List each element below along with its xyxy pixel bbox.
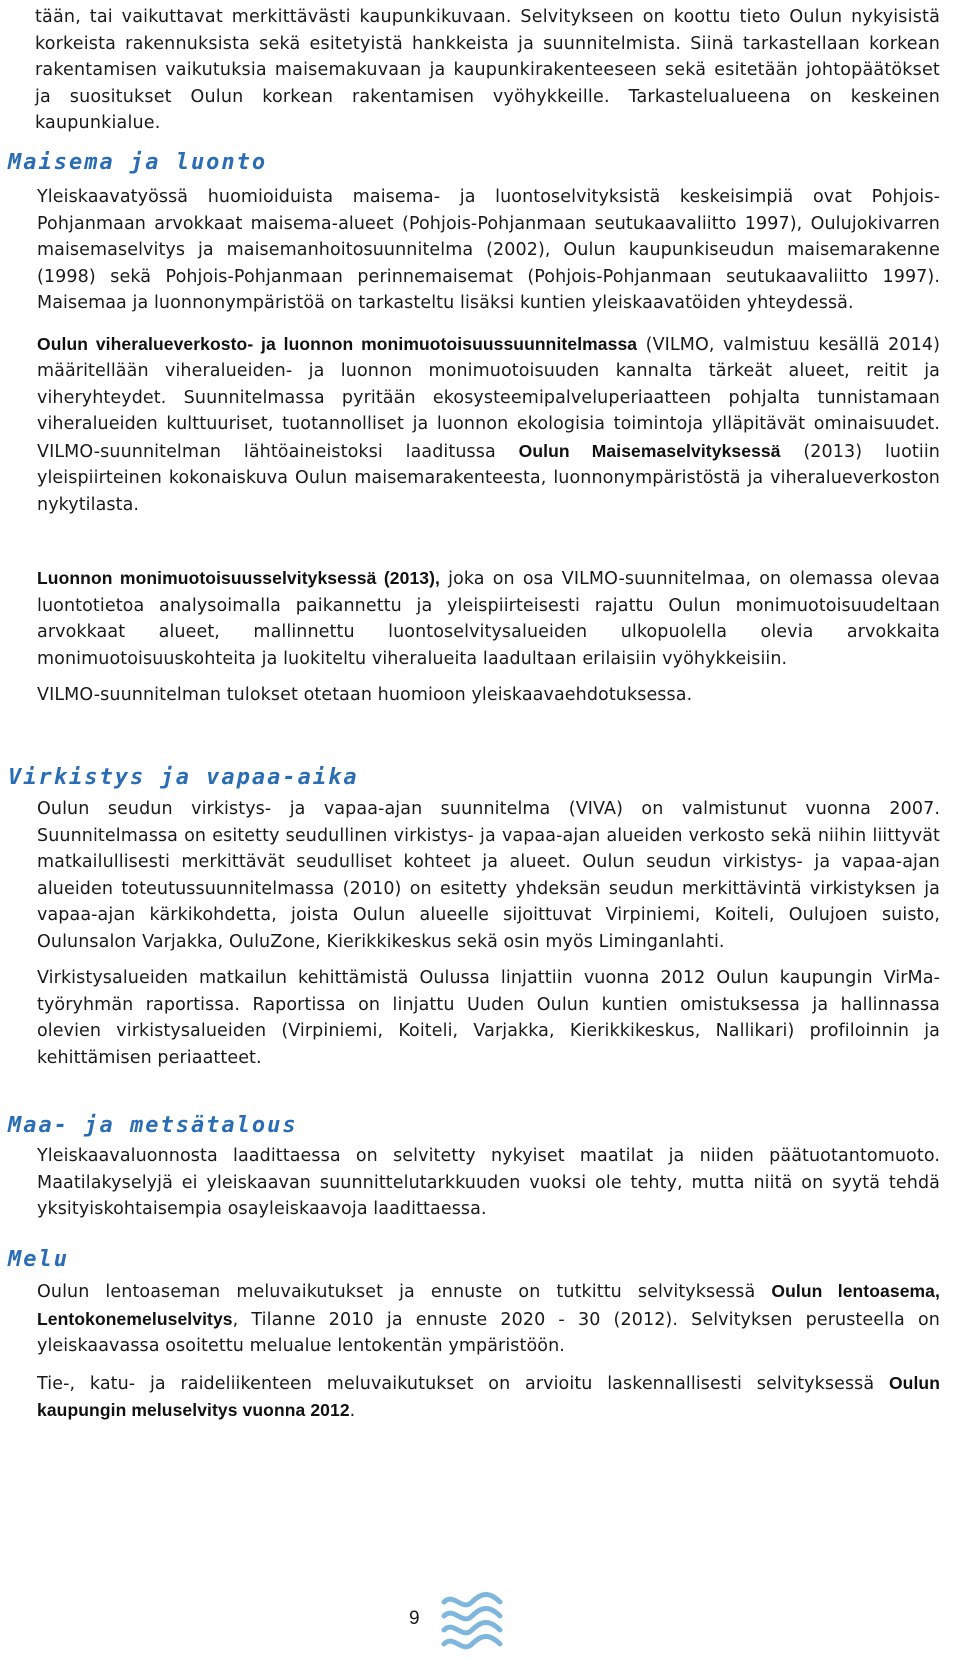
virkistys-p1: Oulun seudun virkistys- ja vapaa-ajan suunnitelma (VIVA) on valmistunut vuonna 2007. Suunnitelmassa on esitetty seudullinen virkistys- ja vapaa-ajan alueiden verkosto sekä niihin liittyvät matkailullisesti merkittävät seudulliset kohteet ja alueet. Oulun seudun virkistys- ja vapaa-ajan alueiden toteutussuunnitelmassa (2010) on esitetty yhdeksän seudun merkittävintä virkistyksen ja vapaa-ajan kärkikohdetta, joista Oulun alueelle sijoittuvat Virpiniemi, Koiteli, Oulujoen suisto, Oulunsalon Varjakka, OuluZone, Kierikkikeskus sekä osin myös Liminganlahti. xyxy=(37,799,940,952)
section-maa xyxy=(37,1143,940,1223)
lentoasema-link[interactable]: Oulun lentoasema, Lentokonemeluselvitys xyxy=(37,1281,940,1329)
heading-melu: Melu xyxy=(8,1247,69,1272)
maa-p1: Yleiskaavaluonnosta laadittaessa on selvitetty nykyiset maatilat ja niiden päätuotantomuoto. Maatilakyselyjä ei yleiskaavan suunnittelutarkkuuden vuoksi ole tehty, mutta niitä on syytä tehdä yksityiskohtaisempia osayleiskaavoja laadittaessa. xyxy=(37,1146,940,1219)
melu-p2-end: . xyxy=(349,1401,356,1421)
maisema-p2 xyxy=(37,331,940,519)
maisema-p3-text: joka on osa VILMO-suunnitelmaa, on olemassa olevaa luontotietoa analysoimalla paikannettu ja yleispiirteisesti rajattu Oulun monimuotoisuudeltaan arvokkaat alueet, mallinnettu luontoselvitysalueiden ulkopuolella olevia arvokkaita monimuotoisuuskohteita ja luokiteltu viheralueita laadultaan erilaisiin vyöhykkeisiin. xyxy=(37,569,940,669)
meluselvitys-link[interactable]: Oulun kaupungin meluselvitys vuonna 2012 xyxy=(37,1372,940,1420)
heading-maisema: Maisema ja luonto xyxy=(8,150,268,175)
melu-p2-text: Tie-, katu- ja raideliikenteen meluvaikutukset on arvioitu laskennallisesti selvityksessä xyxy=(37,1373,889,1394)
melu-p1-text2: , Tilanne 2010 ja ennuste 2020 - 30 (2012). Selvityksen perusteella on yleiskaavassa osoitettu melualue lentokentän ympäristöön. xyxy=(37,1309,940,1356)
vilmo-link[interactable]: Oulun viheralueverkosto- ja luonnon monimuotoisuussuunnitelmassa xyxy=(37,333,638,354)
monimuotoisuus-link[interactable]: Luonnon monimuotoisuusselvityksessä (2013), xyxy=(37,568,441,588)
heading-virkistys: Virkistys ja vapaa-aika xyxy=(8,765,359,790)
melu-p1 xyxy=(37,1278,940,1360)
section-virkistys xyxy=(37,796,940,1071)
section-maisema xyxy=(37,184,940,709)
melu-p2 xyxy=(37,1370,940,1425)
section-melu xyxy=(37,1278,940,1425)
page-number: 9 xyxy=(409,1608,420,1629)
waves-logo-icon xyxy=(440,1590,504,1650)
maisema-p3 xyxy=(37,565,940,672)
maisema-p4: VILMO-suunnitelman tulokset otetaan huomioon yleiskaavaehdotuksessa. xyxy=(37,685,693,705)
melu-p1-text1: Oulun lentoaseman meluvaikutukset ja ennuste on tutkittu selvityksessä xyxy=(37,1282,772,1302)
virkistys-p2: Virkistysalueiden matkailun kehittämistä Oulussa linjattiin vuonna 2012 Oulun kaupungin VirMa-työryhmän raportissa. Raportissa on linjattu Uuden Oulun kuntien omistuksessa ja hallinnassa olevien virkistysalueiden (Virpiniemi, Koiteli, Varjakka, Kierikkikeskus, Nallikari) profiloinnin ja kehittämisen periaatteet. xyxy=(37,968,940,1068)
intro-paragraph xyxy=(35,4,940,137)
maisema-p2-text2: (2013) luotiin yleispiirteinen kokonaiskuva Oulun maisemarakenteesta, luonnonympäristöstä ja viheralueverkoston nykytilasta. xyxy=(37,441,940,515)
intro-text: tään, tai vaikuttavat merkittävästi kaupunkikuvaan. Selvitykseen on koottu tieto Oulun nykyisistä korkeista rakennuksista sekä esitetyistä hankkeista ja suunnitelmista. Siinä tarkastellaan korkean rakentamisen vaikutuksia maisemakuvaan ja kaupunkirakenteeseen sekä esitetään johtopäätökset ja suositukset Oulun korkean rakentamisen vyöhykkeille. Tarkastelualueena on keskeinen kaupunkialue. xyxy=(35,7,940,133)
maisema-p2-text1: (VILMO, valmistuu kesällä 2014) määritellään viheralueiden- ja luonnon monimuotoisuuden kannalta tärkeät alueet, reitit ja viheryhteydet. Suunnitelmassa pyritään ekosysteemipalveluperiaatteen pohjalta tunnistamaan viheralueiden kulttuuriset, tuotannolliset ja luonnon ekologisia toimintoja ylläpitävät ominaisuudet. VILMO-suunnitelman lähtöaineistoksi laaditussa xyxy=(37,334,941,462)
heading-maa: Maa- ja metsätalous xyxy=(8,1113,298,1138)
maisemaselvitys-link[interactable]: Oulun Maisemaselvityksessä xyxy=(518,440,781,461)
maisema-p1: Yleiskaavatyössä huomioiduista maisema- ja luontoselvityksistä keskeisimpiä ovat Pohjois-Pohjanmaan arvokkaat maisema-alueet (Pohjois-Pohjanmaan seutukaavaliitto 1997), Oulujokivarren maisemaselvitys ja maisemanhoitosuunnitelma (2002), Oulun kaupunkiseudun maisemarakenne (1998) sekä Pohjois-Pohjanmaan perinnemaisemat (Pohjois-Pohjanmaan seutukaavaliitto 1997). Maisemaa ja luonnonympäristöä on tarkasteltu lisäksi kuntien yleiskaavatöiden yhteydessä. xyxy=(37,187,940,313)
